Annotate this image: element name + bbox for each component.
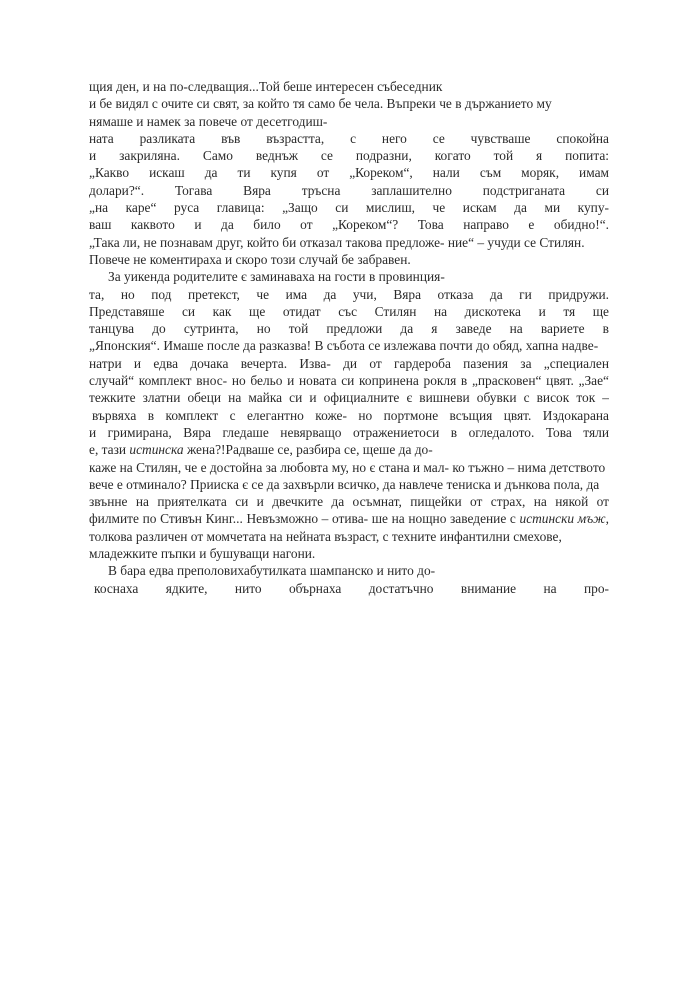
italic-phrase: истинска [129,442,184,458]
text-line [89,147,609,164]
text-segment: щия ден, и на по-следващия...Той беше интересен събеседник [89,79,443,94]
text-line [89,251,609,268]
text-line [89,337,609,354]
text-line [89,476,609,493]
text-line [89,95,609,112]
text-segment: та, но под претекст, че има да учи, Вяра отказа да ги придружи. [89,286,609,302]
text-segment: натри и едва дочака вечерта. Изва- ди от гардероба пазения за „специален [89,355,609,371]
text-segment: вече е отминало? Прииска є се да захвърли всичко, да навлече тениска и дънкова пола, да [89,476,600,492]
text-segment: коснаха ядките, нито обърнаха достатъчно внимание на про- [94,580,609,596]
text-segment: „Така ли, не познавам друг, който би отказал такова предложе- ние“ – учуди се Стилян. [89,234,585,250]
text-segment: танцува до сутринта, но той предложи да я заведе на вариете в [89,321,609,337]
text-line [89,580,609,597]
text-line [89,407,609,424]
text-segment: звънне на приятелката си и двечките да осъмнат, пищейки от страх, на някой от [89,494,609,510]
text-line [89,199,609,216]
text-line [89,286,609,303]
text-segment: вървяха в комплект с елегантно коже- но портмоне всъщия цвят. Издокарана [92,407,609,423]
text-line [89,528,609,545]
text-segment: нямаше и намек за повече от десетгодиш- [89,113,328,129]
text-segment: , [605,511,609,527]
text-line [89,164,609,181]
text-line [89,510,609,527]
text-line [89,113,609,130]
text-segment: В бара едва преполовихабутилката шампанско и нито до- [108,563,436,579]
text-line [89,320,609,337]
text-segment: филмите по Стивън Кинг... Невъзможно – отива- ше на нощно заведение с [89,511,520,527]
text-segment: случай“ комплект внос- но бельо и новата си копринена рокля в „прасковен“ цвят. „Зае“ [89,373,609,389]
text-line [89,441,609,458]
text-line [89,493,609,510]
text-line [89,372,609,389]
text-line [89,545,609,562]
text-segment: „на каре“ руса главица: „Защо си мислиш, че искам да ми купу- [89,200,609,216]
text-segment: ната разликата във възрастта, с него се чувстваше спокойна [89,130,609,146]
text-segment: долари?“. Тогава Вяра тръсна заплашително подстриганата си [89,182,609,198]
text-line [89,78,609,95]
text-segment: е, тази [89,442,130,458]
text-segment: ваш каквото и да било от „Кореком“? Това направо е обидно!“. [89,217,609,233]
text-line [89,424,609,441]
text-segment: и бе видял с очите си свят, за който тя само бе чела. Въпреки че в държанието му [89,96,552,112]
text-line [89,355,609,372]
text-line [89,562,609,579]
text-line [89,234,609,251]
text-line [89,268,609,285]
text-line [89,303,609,320]
text-line [89,182,609,199]
text-line [89,130,609,147]
text-segment: „Японския“. Имаше после да разказва! В събота се излежава почти до обяд, хапна надве- [89,338,599,354]
text-segment: Повече не коментираха и скоро този случай бе забравен. [89,251,411,267]
text-segment: тежките златни обеци на майка си и официалните є вишневи обувки с висок ток – [89,390,609,406]
text-segment: „Какво искаш да ти купя от „Кореком“, нали съм моряк, имам [89,165,609,181]
text-segment: Представяше си как ще отидат със Стилян на дискотека и тя ще [89,303,609,319]
text-line [89,459,609,476]
text-segment: каже на Стилян, че е достойна за любовта му, но є стана и мал- ко тъжно – нима детството [89,459,606,475]
text-segment: младежките пъпки и бушуващи нагони. [89,546,316,562]
italic-phrase: истински мъж [519,511,606,527]
text-segment: и закриляна. Само веднъж се подразни, когато той я попита: [89,148,609,164]
text-line [89,389,609,406]
text-segment: толкова различен от момчетата на нейната възраст, с техните инфантилни смехове, [89,528,562,544]
text-segment: жена?!Радваше се, разбира се, щеше да до- [183,442,433,458]
body-text [89,78,609,597]
text-line [89,216,609,233]
text-segment: и гримирана, Вяра гледаше невярващо отражениетоси в огледалото. Това тяли [89,424,609,440]
text-segment: За уикенда родителите є заминаваха на гости в провинция- [108,269,445,285]
